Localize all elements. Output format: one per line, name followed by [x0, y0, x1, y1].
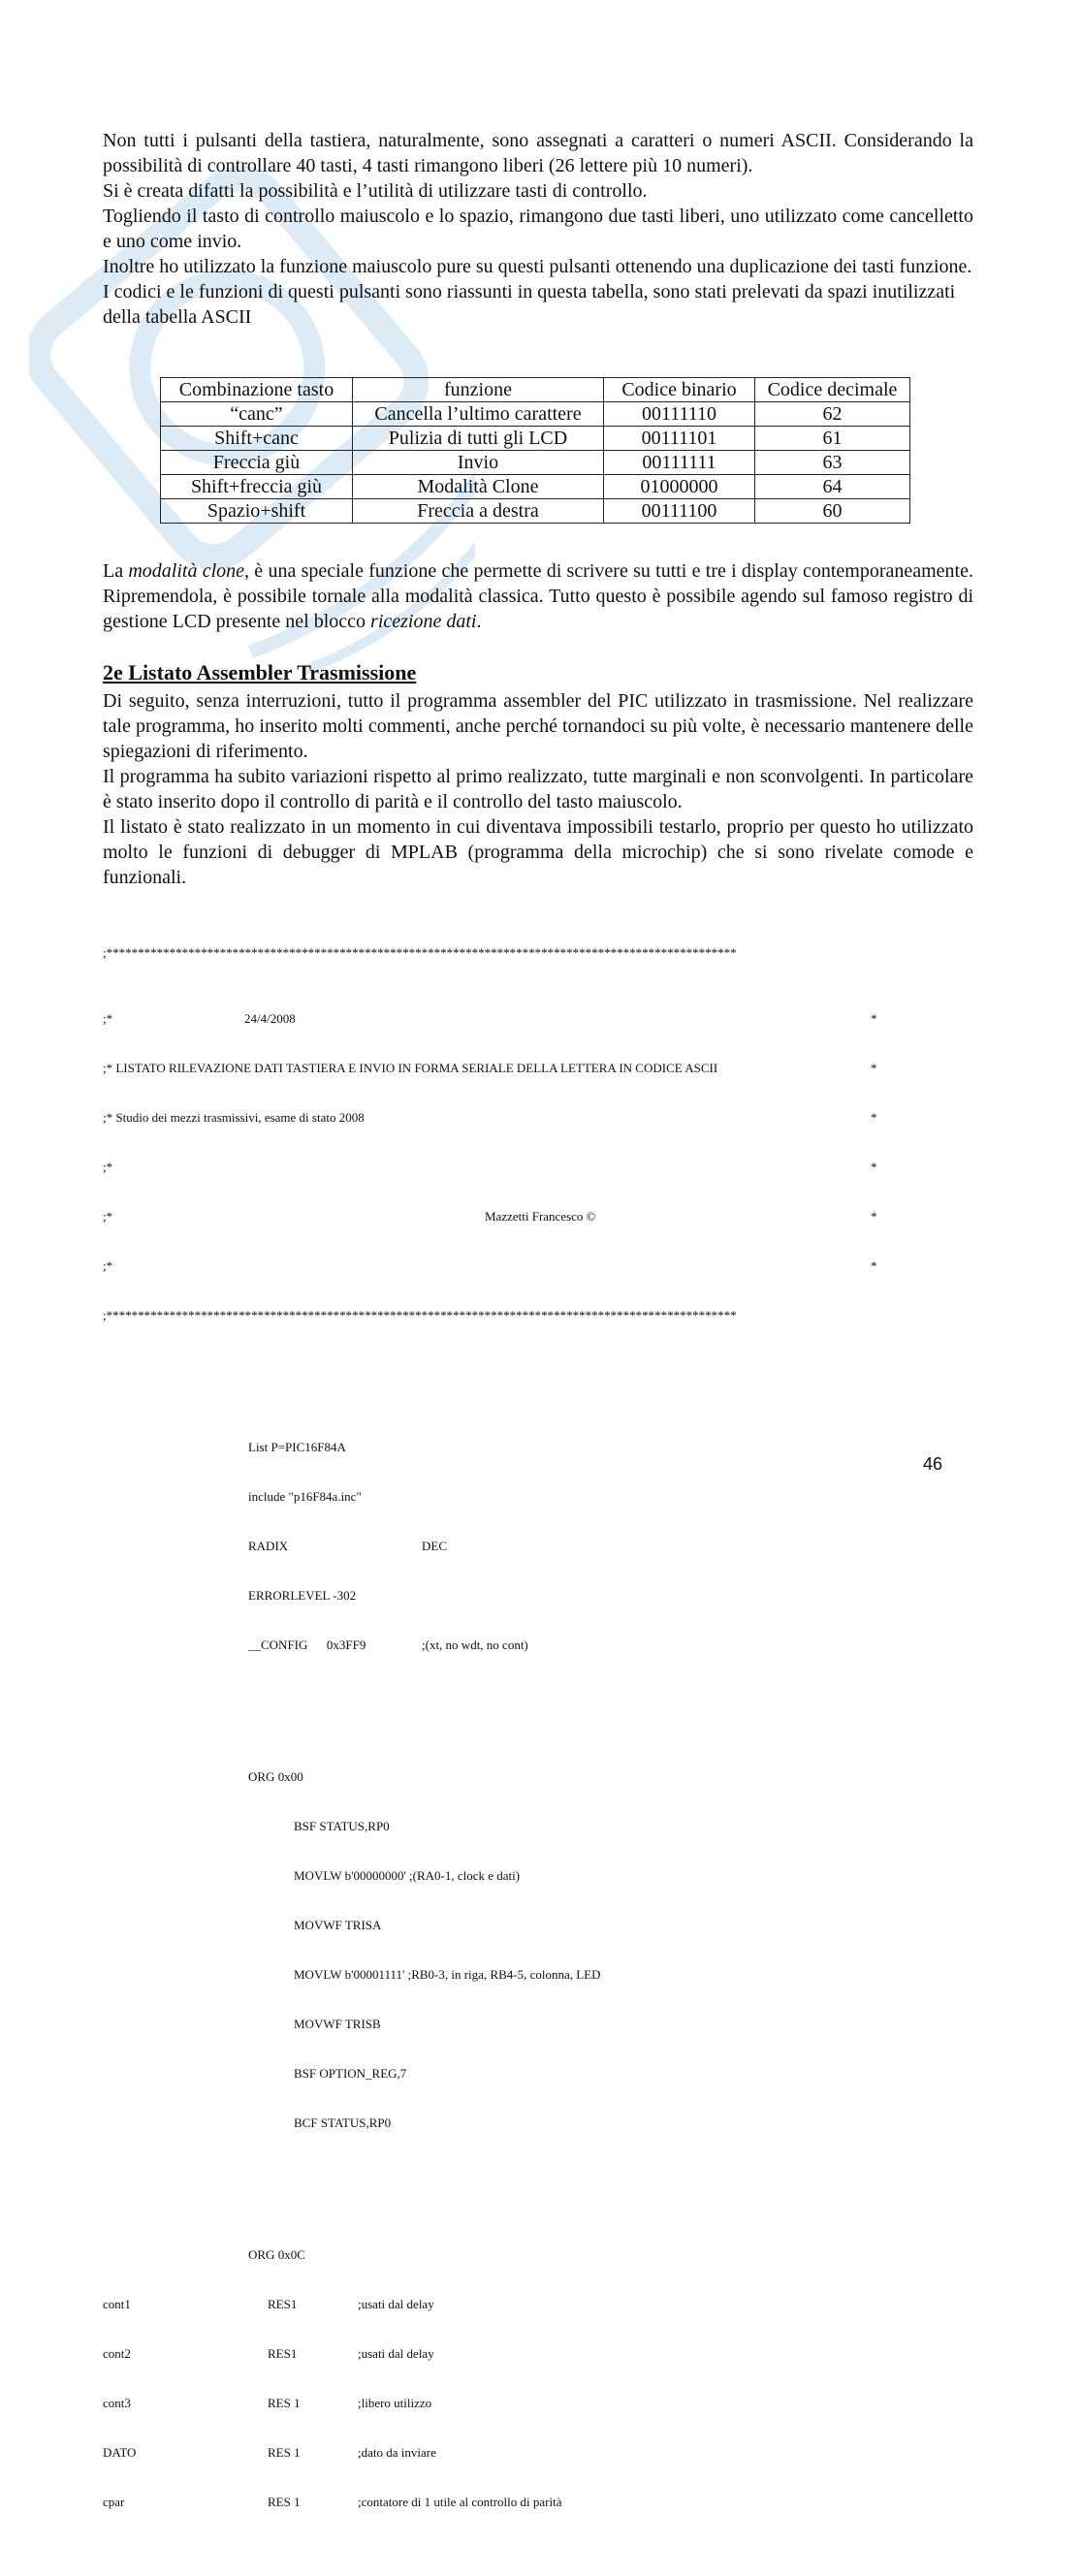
table-row [161, 451, 910, 475]
paragraph: Togliendo il tasto di controllo maiuscolo e lo spazio, rimangono due tasti liberi, uno utilizzato come cancelletto e uno come invio. [103, 206, 973, 252]
paragraph: Non tutti i pulsanti della tastiera, naturalmente, sono assegnati a caratteri o numeri ASCII. Considerando la possibilità di controllare 40 tasti, 4 tasti rimangono liberi (26 lettere più 10 numeri). [103, 130, 973, 176]
comment-border: ;**************************************************************************************************** [103, 1308, 737, 1322]
comment-border: ;**************************************************************************************************** [103, 945, 737, 960]
code-line [103, 1307, 878, 1323]
code-line [103, 1439, 878, 1455]
code-line [103, 2016, 878, 2032]
table-cell: Modalità Clone [353, 475, 604, 499]
column-header: Codice binario [604, 378, 755, 402]
code-label: cont1 [103, 2297, 131, 2311]
code-text: * [871, 1160, 877, 1174]
code-line [103, 1257, 878, 1274]
code-line [103, 1060, 878, 1076]
page-number: 46 [923, 1454, 943, 1474]
code-line [103, 1917, 878, 1933]
paragraph: Il programma ha subito variazioni rispetto al primo realizzato, tutte marginali e non sconvolgenti. In particolare è stato inserito dopo il controllo di parità e il controllo del tasto maiuscolo. [103, 766, 973, 812]
section-heading: 2e Listato Assembler Trasmissione [103, 660, 417, 684]
table-cell: Cancella l’ultimo carattere [353, 402, 604, 427]
code-text: BCF STATUS,RP0 [294, 2115, 392, 2130]
code-line [103, 2115, 878, 2131]
code-line [103, 2444, 878, 2461]
table-cell: Shift+freccia giù [161, 475, 353, 499]
code-line [103, 1109, 878, 1126]
code-text: * [871, 1011, 877, 1026]
code-text: ;* [103, 1258, 113, 1273]
code-text: RES1 [268, 2346, 298, 2361]
emphasis-text: ricezione dati [370, 611, 477, 632]
code-line [103, 1768, 878, 1785]
table-cell: Spazio+shift [161, 499, 353, 524]
paragraph: Inoltre ho utilizzato la funzione maiuscolo pure su questi pulsanti ottenendo una duplicazione dei tasti funzione. [103, 256, 972, 277]
code-line [103, 1966, 878, 1983]
code-label: cpar [103, 2495, 125, 2509]
table-row [161, 427, 910, 451]
assembler-listing [103, 911, 878, 2543]
table-cell: 60 [755, 499, 910, 524]
key-codes-table [160, 377, 910, 524]
code-line [103, 1587, 878, 1604]
code-text: ;* [103, 1209, 113, 1224]
code-text: BSF STATUS,RP0 [294, 1819, 390, 1833]
table-cell: “canc” [161, 402, 353, 427]
code-text: * [871, 1258, 877, 1273]
table-row [161, 475, 910, 499]
table-header-row [161, 378, 910, 402]
code-text: ORG 0x00 [248, 1769, 303, 1784]
code-line [103, 1208, 878, 1224]
code-date: 24/4/2008 [244, 1011, 296, 1026]
code-author: Mazzetti Francesco © [485, 1209, 596, 1224]
code-line [103, 2296, 878, 2312]
code-text: RES1 [268, 2297, 298, 2311]
code-line [103, 1159, 878, 1175]
code-line [103, 2494, 878, 2510]
paragraph [103, 558, 973, 634]
code-line [103, 1488, 878, 1505]
code-comment: ;usati dal delay [358, 2346, 434, 2361]
table-row [161, 402, 910, 427]
table-cell: 64 [755, 475, 910, 499]
column-header: Codice decimale [755, 378, 910, 402]
code-text: ;* [103, 1011, 113, 1026]
code-text: MOVLW b'00000000' ;(RA0-1, clock e dati) [294, 1868, 521, 1883]
table-cell: Freccia giù [161, 451, 353, 475]
table-cell: 00111100 [604, 499, 755, 524]
code-text: List P=PIC16F84A [248, 1440, 346, 1454]
intro-text [103, 128, 973, 330]
table-cell: Freccia a destra [353, 499, 604, 524]
code-comment: ;libero utilizzo [358, 2396, 432, 2410]
code-text: __CONFIG 0x3FF9 [248, 1638, 366, 1652]
paragraph: I codici e le funzioni di questi pulsanti sono riassunti in questa tabella, sono stati prelevati da spazi inutilizzati della tabella ASCII [103, 281, 956, 328]
table-cell: Invio [353, 451, 604, 475]
code-line [103, 2395, 878, 2411]
table-cell: Shift+canc [161, 427, 353, 451]
blank-line [103, 1373, 878, 1389]
table-cell: Pulizia di tutti gli LCD [353, 427, 604, 451]
code-label: DATO [103, 2445, 137, 2460]
code-comment: ;dato da inviare [358, 2445, 436, 2460]
code-text: MOVWF TRISB [294, 2017, 381, 2031]
emphasis-text: modalità clone [128, 560, 245, 582]
code-text: * [871, 1110, 877, 1125]
text-span: , è una speciale funzione che permette di scrivere su tutti e tre i display contemporaneamente. Ripremendola, è possibile tornale alla modalità classica. Tutto questo è possibile agendo sul famoso registro di gestione LCD presente nel blocco [103, 560, 973, 632]
code-text: RADIX [248, 1539, 289, 1553]
code-text: * [871, 1209, 877, 1224]
table-row [161, 499, 910, 524]
code-text: * [871, 1061, 877, 1075]
paragraph: Di seguito, senza interruzioni, tutto il programma assembler del PIC utilizzato in trasmissione. Nel realizzare tale programma, ho inserito molti commenti, anche perché tornandoci su più volte, è necessario mantenere delle spiegazioni di riferimento. [103, 690, 973, 762]
table-cell: 62 [755, 402, 910, 427]
code-comment: ;usati dal delay [358, 2297, 434, 2311]
code-text: ERRORLEVEL -302 [248, 1588, 357, 1603]
code-line [103, 2345, 878, 2362]
code-line [103, 1538, 878, 1554]
code-line [103, 1010, 878, 1027]
table-cell: 61 [755, 427, 910, 451]
code-text: ;* LISTATO RILEVAZIONE DATI TASTIERA E INVIO IN FORMA SERIALE DELLA LETTERA IN CODICE ASCII [103, 1061, 718, 1075]
blank-line [103, 2180, 878, 2197]
paragraph: Si è creata difatti la possibilità e l’utilità di utilizzare tasti di controllo. [103, 180, 648, 202]
code-comment: ;contatore di 1 utile al controllo di parità [358, 2495, 562, 2509]
code-comment: ;(xt, no wdt, no cont) [422, 1638, 528, 1652]
code-text: ;* [103, 1160, 113, 1174]
code-line [103, 1637, 878, 1653]
code-text: ;* Studio dei mezzi trasmissivi, esame di stato 2008 [103, 1110, 365, 1125]
text-span: . [476, 611, 482, 632]
code-text: RES 1 [268, 2495, 301, 2509]
code-line [103, 2065, 878, 2082]
code-label: cont2 [103, 2346, 131, 2361]
code-line [103, 2246, 878, 2263]
text-span: La [103, 560, 129, 582]
table-cell: 00111110 [604, 402, 755, 427]
table-cell: 01000000 [604, 475, 755, 499]
table-cell: 00111101 [604, 427, 755, 451]
code-text: ORG 0x0C [248, 2247, 305, 2262]
code-label: cont3 [103, 2396, 131, 2410]
table-cell: 00111111 [604, 451, 755, 475]
code-line [103, 1867, 878, 1884]
code-line [103, 1818, 878, 1834]
code-text: RES 1 [268, 2445, 301, 2460]
blank-line [103, 1702, 878, 1719]
code-text: DEC [422, 1539, 447, 1553]
code-text: BSF OPTION_REG,7 [294, 2066, 407, 2081]
code-text: include "p16F84a.inc" [248, 1489, 362, 1504]
column-header: funzione [353, 378, 604, 402]
column-header: Combinazione tasto [161, 378, 353, 402]
section-text [103, 688, 973, 890]
clone-mode-text [103, 558, 973, 634]
table-cell: 63 [755, 451, 910, 475]
code-text: MOVLW b'00001111' ;RB0-3, in riga, RB4-5, colonna, LED [294, 1967, 601, 1982]
code-text: RES 1 [268, 2396, 301, 2410]
code-text: MOVWF TRISA [294, 1918, 382, 1932]
code-line [103, 944, 878, 961]
paragraph: Il listato è stato realizzato in un momento in cui diventava impossibili testarlo, proprio per questo ho utilizzato molto le funzioni di debugger di MPLAB (programma della microchip) che si sono rivelate comode e funzionali. [103, 816, 973, 888]
